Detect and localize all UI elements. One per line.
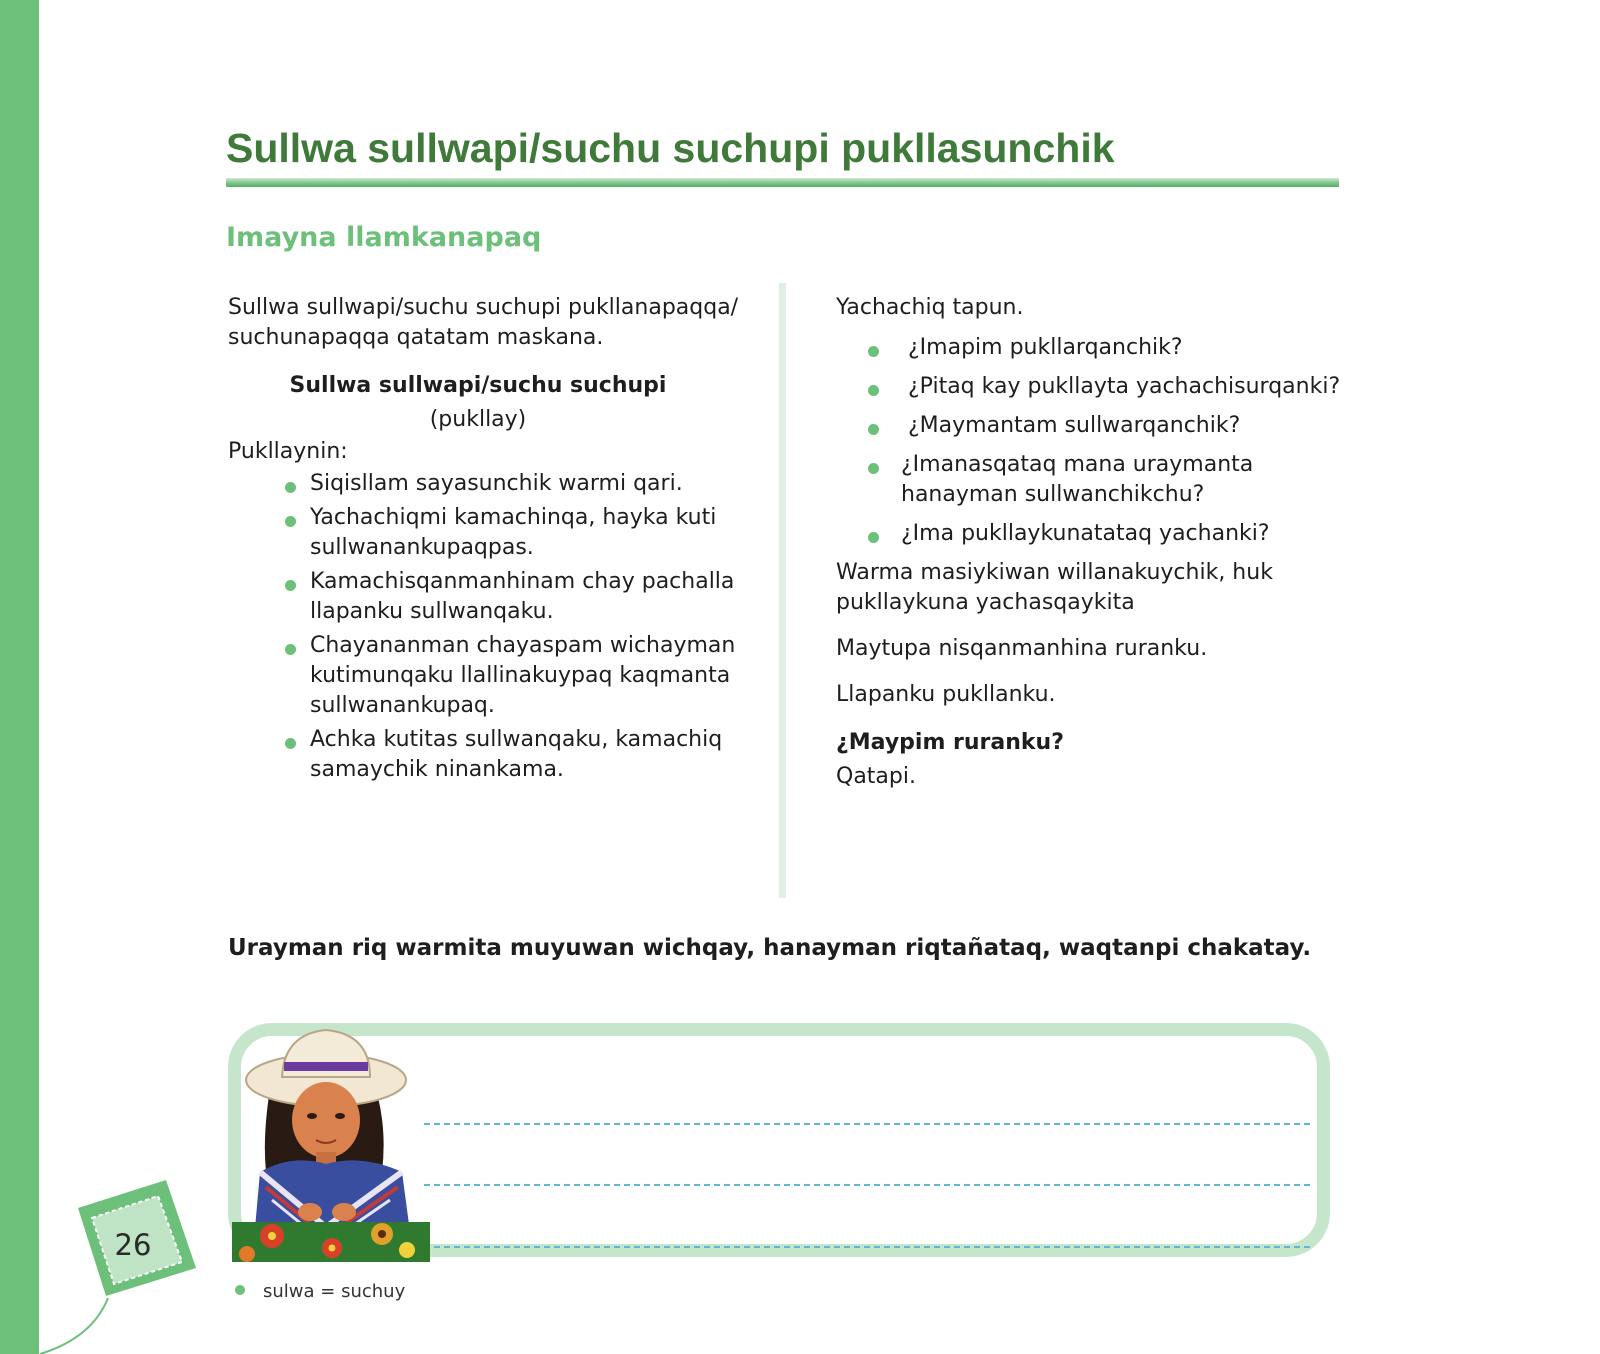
list-item: Achka kutitas sullwanqaku, kamachiq samaychik ninankama. [228, 725, 748, 785]
bullet-dot-icon [868, 346, 879, 357]
bullet-dot-icon [868, 424, 879, 435]
activity-paragraph: Maytupa nisqanmanhina ruranku. [836, 636, 1208, 661]
bullet-dot-icon [868, 463, 879, 474]
teacher-question-intro: Yachachiq tapun. [836, 295, 1024, 320]
questions-list [836, 333, 1346, 549]
list-item: Kamachisqanmanhinam chay pachalla llapanku sullwanqaku. [228, 567, 748, 627]
title-underline [226, 178, 1339, 187]
left-green-bar [0, 0, 39, 1354]
footnote: sulwa = suchuy [235, 1281, 405, 1302]
where-answer: Qatapi. [836, 764, 916, 789]
bullet-dot-icon [868, 532, 879, 543]
list-item: Chayananman chayaspam wichayman kutimunqaku llallinakuypaq kaqmanta sullwanankupaq. [228, 631, 748, 721]
bullet-dot-icon [285, 738, 296, 749]
exercise-instruction: Urayman riq warmita muyuwan wichqay, hanayman riqtañataq, waqtanpi chakatay. [228, 935, 1312, 961]
writing-line[interactable] [424, 1123, 1310, 1125]
writing-line[interactable] [424, 1184, 1310, 1186]
bullet-dot-icon [285, 580, 296, 591]
page-number: 26 [114, 1228, 152, 1262]
list-item: ¿Maymantam sullwarqanchik? [836, 411, 1346, 441]
list-item: ¿Imapim pukllarqanchik? [836, 333, 1346, 363]
child-illustration [232, 1022, 430, 1262]
bullet-dot-icon [235, 1285, 245, 1295]
page-title: Sullwa sullwapi/suchu suchupi pukllasunchik [226, 125, 1115, 171]
where-heading: ¿Maypim ruranku? [836, 730, 1064, 755]
list-item: Yachachiqmi kamachinqa, hayka kuti sullwanankupaqpas. [228, 503, 748, 563]
column-divider [779, 283, 786, 898]
list-item: ¿Imanasqataq mana uraymanta hanayman sullwanchikchu? [836, 450, 1346, 510]
play-paragraph: Llapanku pukllanku. [836, 682, 1056, 707]
list-item: ¿Pitaq kay pukllayta yachachisurqanki? [836, 372, 1346, 402]
game-type: (pukllay) [429, 407, 527, 432]
left-column [228, 293, 748, 789]
game-name: Sullwa sullwapi/suchu suchupi [289, 373, 667, 398]
bullet-dot-icon [285, 516, 296, 527]
right-column [836, 293, 1346, 792]
bullet-dot-icon [868, 385, 879, 396]
rules-heading: Pukllaynin: [228, 439, 348, 464]
rules-list [228, 469, 748, 785]
discussion-paragraph: Warma masiykiwan willanakuychik, huk pukllaykuna yachasqaykita [836, 560, 1273, 615]
writing-line[interactable] [424, 1246, 1310, 1248]
list-item: Siqisllam sayasunchik warmi qari. [228, 469, 748, 499]
section-subtitle: Imayna llamkanapaq [226, 222, 542, 253]
bullet-dot-icon [285, 482, 296, 493]
intro-paragraph: Sullwa sullwapi/suchu suchupi pukllanapaqqa/ suchunapaqqa qatatam maskana. [228, 295, 739, 350]
bullet-dot-icon [285, 644, 296, 655]
list-item: ¿Ima pukllaykunatataq yachanki? [836, 519, 1346, 549]
